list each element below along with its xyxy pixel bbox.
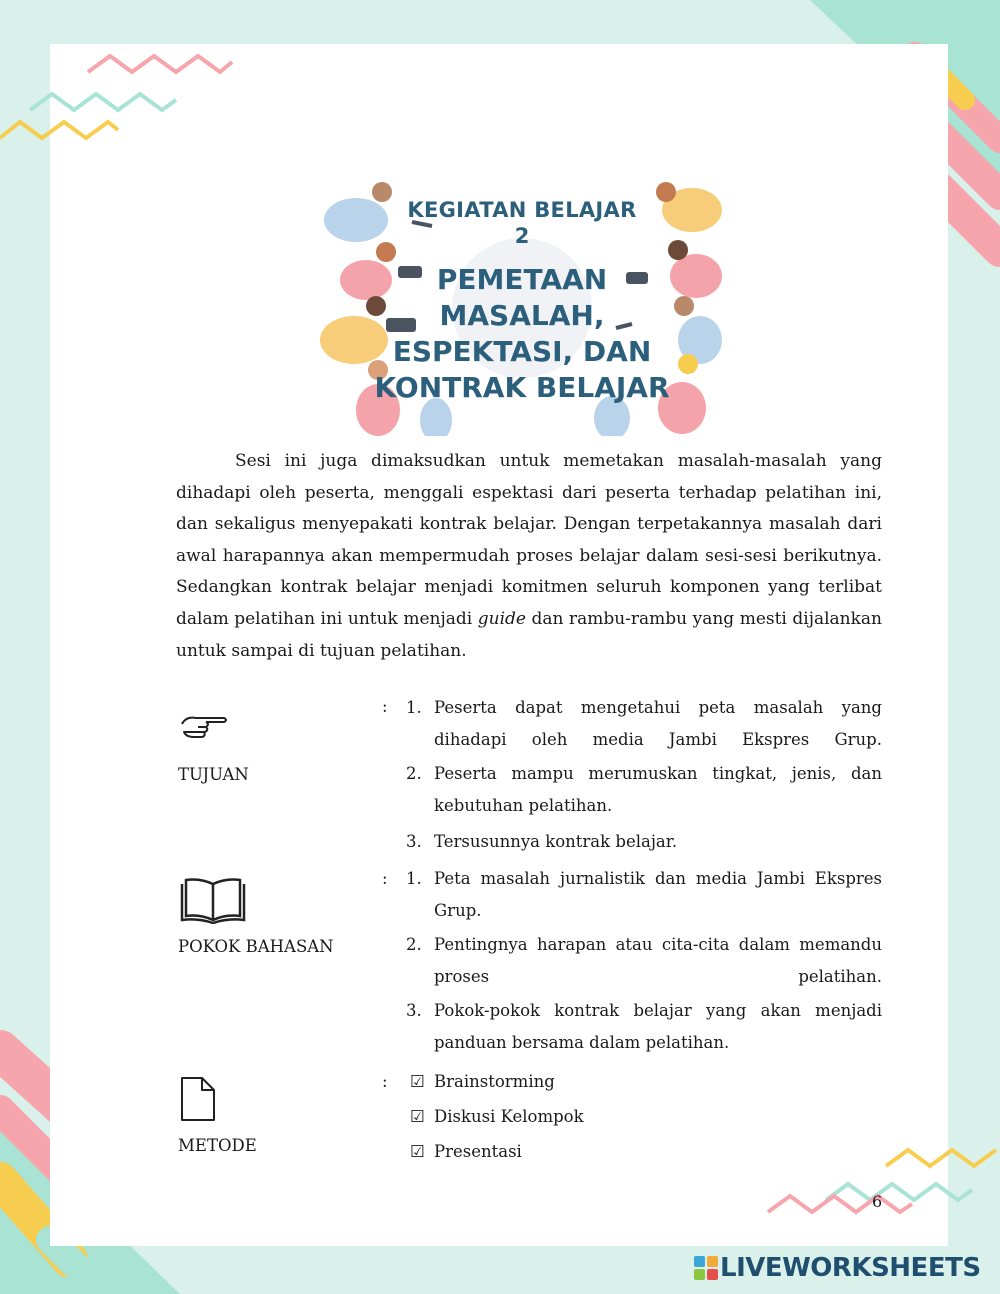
pokok-bahasan-label: POKOK BAHASAN (178, 937, 334, 956)
intro-italic-term: guide (477, 608, 526, 629)
pointing-hand-icon (180, 712, 230, 742)
list-text: Peta masalah jurnalistik dan media Jambi Ekspres Grup. (434, 869, 882, 920)
banner-number: 2 (514, 224, 530, 248)
list-text: Tersusunnya kontrak belajar. (434, 832, 678, 851)
liveworksheets-logo-icon (694, 1256, 718, 1280)
metode-list (410, 1064, 584, 1169)
list-text: Peserta mampu merumuskan tingkat, jenis, dan kebutuhan pelatihan. (434, 764, 882, 815)
list-number: 3. (406, 832, 422, 851)
page-number: 6 (872, 1192, 883, 1211)
intro-text-end: dan rambu-rambu yang mesti dijalankan untuk sampai di tujuan pelatihan. (176, 608, 883, 661)
metode-label: METODE (178, 1136, 257, 1155)
open-book-icon (180, 876, 246, 924)
zigzag-decoration-bottom-right (760, 1140, 1000, 1240)
pokok-bahasan-colon: : (382, 869, 388, 888)
list-number: 3. (406, 1001, 422, 1020)
list-item (404, 826, 882, 858)
list-item (404, 863, 882, 927)
liveworksheets-text: LIVEWORKSHEETS (720, 1253, 981, 1283)
tujuan-list (404, 692, 882, 858)
list-item (410, 1064, 584, 1099)
list-number: 1. (406, 698, 422, 717)
list-number: 2. (406, 935, 422, 954)
checkbox-icon: ☑ (410, 1142, 425, 1161)
banner-heading: KEGIATAN BELAJAR (407, 198, 637, 222)
checkbox-icon: ☑ (410, 1072, 425, 1091)
intro-text: Sesi ini juga dimaksudkan untuk memetakan masalah-masalah yang dihadapi oleh peserta, menggali espektasi dari peserta terhadap pelatihan ini, dan sekaligus menyepakati kontrak belajar. Dengan terpetakannya masalah dari awal harapannya akan mempermudah proses belajar dalam sesi-sesi berikutnya. Sedangkan kontrak belajar menjadi komitmen seluruh komponen yang terlibat dalam pelatihan ini untuk menjadi (176, 451, 882, 629)
zigzag-decoration-top-left (0, 50, 260, 210)
banner-title (316, 262, 728, 406)
method-text: Diskusi Kelompok (434, 1107, 584, 1126)
banner-title-line: MASALAH, (439, 299, 605, 332)
list-text: Pentingnya harapan atau cita-cita dalam memandu proses pelatihan. (434, 935, 882, 986)
banner-title-line: ESPEKTASI, DAN (392, 335, 652, 368)
banner-title-line: KONTRAK BELAJAR (374, 371, 670, 404)
list-text: Peserta dapat mengetahui peta masalah yang dihadapi oleh media Jambi Ekspres Grup. (434, 698, 882, 749)
intro-paragraph (176, 446, 882, 667)
list-item (410, 1134, 584, 1169)
list-number: 1. (406, 869, 422, 888)
document-icon (180, 1076, 216, 1122)
tujuan-colon: : (382, 697, 388, 716)
pokok-bahasan-list (404, 863, 882, 1059)
list-number: 2. (406, 764, 422, 783)
list-item (404, 758, 882, 822)
method-text: Presentasi (434, 1142, 522, 1161)
list-item (410, 1099, 584, 1134)
list-text: Pokok-pokok kontrak belajar yang akan menjadi panduan bersama dalam pelatihan. (434, 1001, 882, 1052)
metode-colon: : (382, 1072, 388, 1091)
list-item (404, 692, 882, 756)
list-item (404, 995, 882, 1059)
list-item (404, 929, 882, 993)
checkbox-icon: ☑ (410, 1107, 425, 1126)
tujuan-label: TUJUAN (178, 765, 249, 784)
method-text: Brainstorming (434, 1072, 555, 1091)
section-banner (316, 180, 728, 436)
liveworksheets-watermark (694, 1252, 981, 1284)
banner-title-line: PEMETAAN (436, 263, 608, 296)
